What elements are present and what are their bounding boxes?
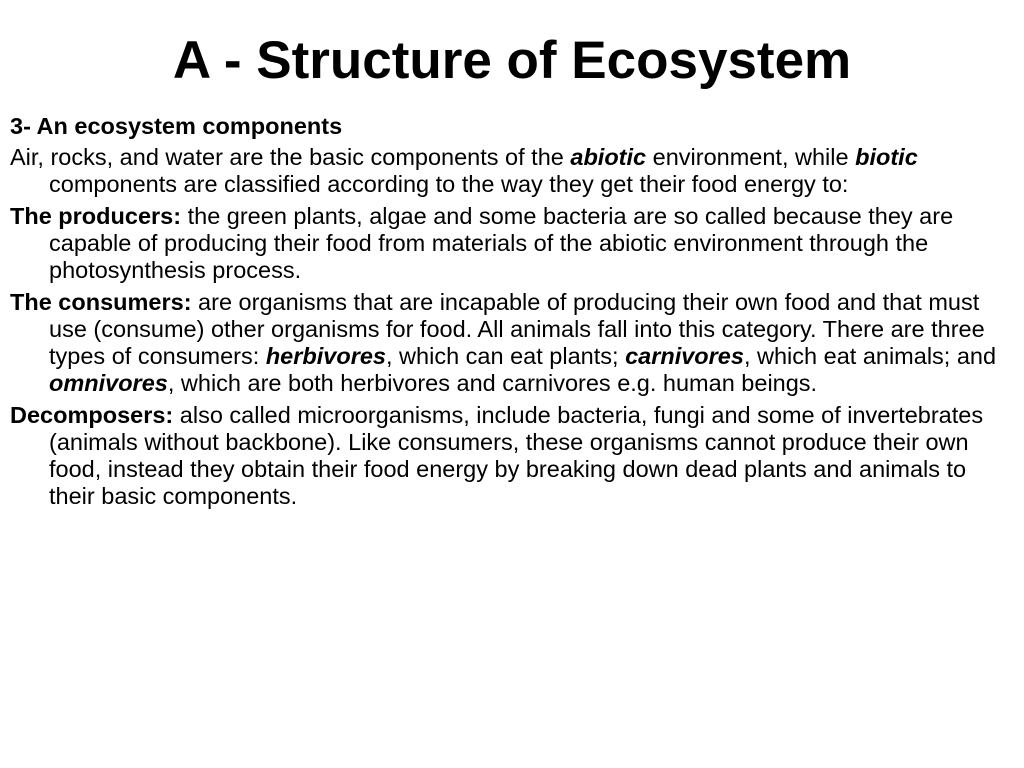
carnivores-term: carnivores: [625, 343, 744, 369]
intro-paragraph: [10, 144, 1014, 198]
consumers-text-4: , which are both herbivores and carnivores e.g. human beings.: [167, 370, 818, 396]
omnivores-term: omnivores: [49, 370, 168, 396]
herbivores-term: herbivores: [265, 343, 386, 369]
consumers-text-3: , which eat animals; and: [743, 343, 997, 369]
slide-body: [10, 113, 1014, 515]
intro-text-1: Air, rocks, and water are the basic components of the: [10, 144, 571, 170]
biotic-term: biotic: [855, 144, 918, 170]
decomposers-label: Decomposers:: [10, 402, 174, 428]
abiotic-term: abiotic: [570, 144, 647, 170]
slide-title: A - Structure of Ecosystem: [172, 31, 852, 90]
section-subheading: 3- An ecosystem components: [10, 113, 343, 139]
consumers-text-1: are organisms that are incapable of producing their own food and that must use (consume) other organisms for food. All animals fall into this category. There are three types of consumers:: [49, 289, 985, 369]
decomposers-paragraph: [10, 402, 1014, 510]
producers-paragraph: [10, 203, 1014, 284]
consumers-label: The consumers:: [10, 289, 192, 315]
consumers-paragraph: [10, 289, 1014, 397]
producers-text: the green plants, algae and some bacteria are so called because they are capable of producing their food from materials of the abiotic environment through the photosynthesis process.: [49, 203, 954, 283]
intro-text-3: components are classified according to the way they get their food energy to:: [49, 171, 849, 197]
decomposers-text: also called microorganisms, include bacteria, fungi and some of invertebrates (animals without backbone). Like consumers, these organisms cannot produce their own food, instead they obtain their food energy by breaking down dead plants and animals to their basic components.: [49, 402, 984, 509]
consumers-text-2: , which can eat plants;: [386, 343, 626, 369]
producers-label: The producers:: [10, 203, 182, 229]
intro-text-2: environment, while: [646, 144, 856, 170]
